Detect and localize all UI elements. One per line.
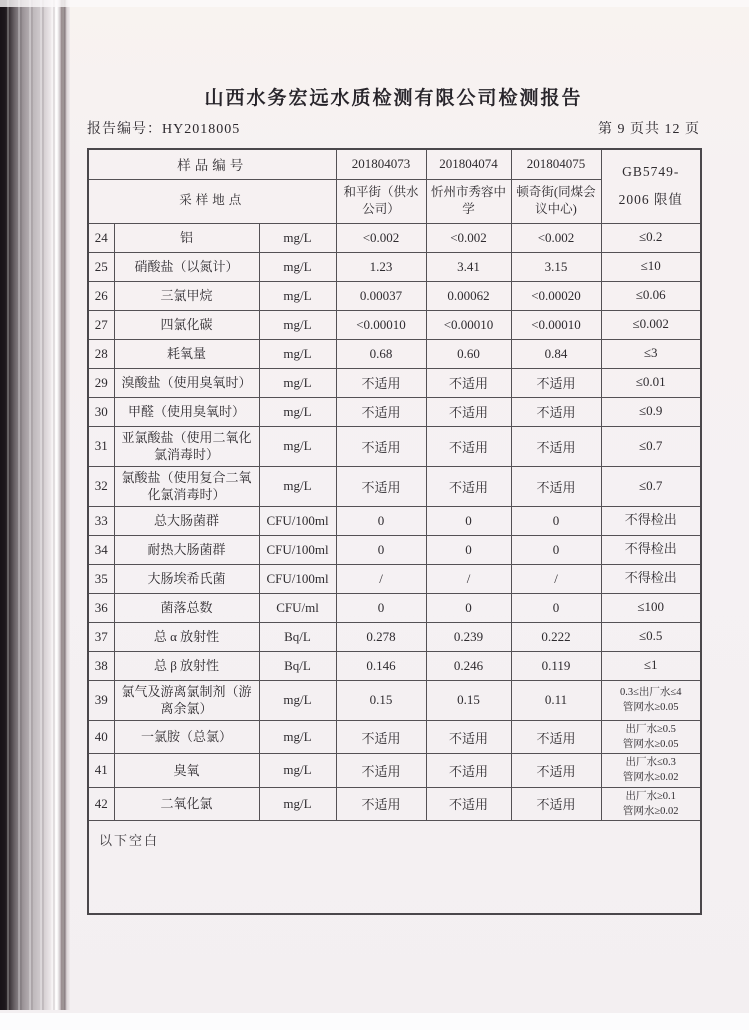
row-number: 30	[88, 397, 114, 426]
sample-id-3: 201804075	[511, 149, 601, 179]
limit-line1: ≤0.002	[632, 316, 669, 332]
value-sample-3: 0.84	[511, 339, 601, 368]
value-sample-3: 0	[511, 506, 601, 535]
table-row	[88, 754, 701, 787]
location-1: 和平街（供水公司）	[336, 179, 426, 223]
unit: mg/L	[259, 426, 336, 466]
value-sample-2: 不适用	[426, 426, 511, 466]
row-number: 25	[88, 252, 114, 281]
limit-line2: 管网水≥0.02	[622, 772, 679, 784]
sample-id-label: 样品编号	[88, 149, 336, 179]
parameter-name: 三氯甲烷	[114, 281, 259, 310]
value-sample-1: 不适用	[336, 397, 426, 426]
sample-id-2: 201804074	[426, 149, 511, 179]
value-sample-2: 0.15	[426, 680, 511, 720]
table-row	[88, 368, 701, 397]
table-row	[88, 339, 701, 368]
unit: mg/L	[259, 720, 336, 753]
limit-line1: ≤0.5	[639, 628, 663, 644]
row-number: 26	[88, 281, 114, 310]
limit-line1: 0.3≤出厂水≤4	[620, 687, 682, 699]
parameter-name: 耐热大肠菌群	[114, 535, 259, 564]
row-number: 33	[88, 506, 114, 535]
value-sample-3: 不适用	[511, 397, 601, 426]
limit-line1: ≤0.2	[639, 229, 663, 245]
scan-top-edge	[0, 0, 749, 7]
value-sample-3: 0	[511, 535, 601, 564]
unit: mg/L	[259, 339, 336, 368]
value-sample-3: /	[511, 564, 601, 593]
parameter-name: 氯气及游离氯制剂（游离余氯）	[114, 680, 259, 720]
value-sample-3: 不适用	[511, 466, 601, 506]
value-sample-1: 不适用	[336, 466, 426, 506]
row-number: 24	[88, 223, 114, 252]
value-sample-2: 0	[426, 506, 511, 535]
location-label: 采样地点	[88, 179, 336, 223]
unit: mg/L	[259, 397, 336, 426]
limit-column-header	[601, 149, 701, 223]
parameter-name: 溴酸盐（使用臭氧时）	[114, 368, 259, 397]
value-sample-3: <0.00020	[511, 281, 601, 310]
unit: mg/L	[259, 680, 336, 720]
value-sample-1: /	[336, 564, 426, 593]
report-number: 报告编号：HY2018005	[87, 122, 241, 137]
parameter-name: 总大肠菌群	[114, 506, 259, 535]
page-title: 山西水务宏远水质检测有限公司检测报告	[204, 88, 583, 109]
value-sample-2: 0.246	[426, 651, 511, 680]
row-number: 27	[88, 310, 114, 339]
value-sample-2: /	[426, 564, 511, 593]
parameter-name: 耗氧量	[114, 339, 259, 368]
limit-value	[601, 787, 701, 820]
limit-header-line1: GB5749-	[622, 163, 680, 179]
limit-value	[601, 680, 701, 720]
unit: mg/L	[259, 787, 336, 820]
row-number: 40	[88, 720, 114, 753]
value-sample-1: 不适用	[336, 368, 426, 397]
row-number: 36	[88, 593, 114, 622]
unit: CFU/100ml	[259, 564, 336, 593]
value-sample-1: 不适用	[336, 787, 426, 820]
value-sample-3: <0.002	[511, 223, 601, 252]
parameter-name: 氯酸盐（使用复合二氧化氯消毒时）	[114, 466, 259, 506]
limit-line1: ≤0.9	[639, 403, 663, 419]
value-sample-1: 0.00037	[336, 281, 426, 310]
results-table	[87, 148, 702, 915]
limit-line1: 出厂水≥0.1	[625, 790, 676, 802]
limit-line1: ≤100	[637, 599, 665, 615]
book-spine-edge	[0, 0, 70, 1010]
row-number: 32	[88, 466, 114, 506]
limit-value	[601, 223, 701, 252]
value-sample-1: 0	[336, 535, 426, 564]
parameter-name: 一氯胺（总氯）	[114, 720, 259, 753]
limit-line1: 出厂水≤0.3	[625, 757, 676, 769]
limit-value	[601, 506, 701, 535]
limit-value	[601, 466, 701, 506]
report-meta	[87, 118, 700, 138]
scan-bottom-edge	[0, 1013, 749, 1030]
value-sample-2: 不适用	[426, 466, 511, 506]
value-sample-2: <0.002	[426, 223, 511, 252]
value-sample-1: 0	[336, 593, 426, 622]
unit: mg/L	[259, 310, 336, 339]
footer-note: 以下空白	[88, 821, 701, 914]
limit-line1: 不得检出	[624, 512, 677, 528]
limit-value	[601, 281, 701, 310]
page-indicator: 第 9 页共 12 页	[598, 122, 700, 137]
unit: mg/L	[259, 252, 336, 281]
value-sample-3: 0.119	[511, 651, 601, 680]
table-row	[88, 593, 701, 622]
value-sample-1: 不适用	[336, 754, 426, 787]
header-row-sample-ids	[88, 149, 701, 179]
table-row	[88, 281, 701, 310]
value-sample-3: <0.00010	[511, 310, 601, 339]
parameter-name: 铝	[114, 223, 259, 252]
unit: mg/L	[259, 754, 336, 787]
limit-line1: ≤10	[640, 258, 661, 274]
value-sample-2: 不适用	[426, 397, 511, 426]
limit-value	[601, 651, 701, 680]
limit-line1: ≤3	[643, 345, 658, 361]
limit-line1: ≤0.7	[639, 477, 663, 493]
table-row	[88, 680, 701, 720]
table-row	[88, 651, 701, 680]
value-sample-1: 1.23	[336, 252, 426, 281]
limit-value	[601, 426, 701, 466]
results-table-body	[88, 223, 701, 914]
limit-value	[601, 368, 701, 397]
unit: CFU/ml	[259, 593, 336, 622]
sample-id-1: 201804073	[336, 149, 426, 179]
value-sample-3: 不适用	[511, 754, 601, 787]
value-sample-3: 3.15	[511, 252, 601, 281]
limit-value	[601, 397, 701, 426]
value-sample-2: 3.41	[426, 252, 511, 281]
value-sample-1: 0	[336, 506, 426, 535]
limit-value	[601, 535, 701, 564]
value-sample-3: 不适用	[511, 368, 601, 397]
limit-line1: ≤0.01	[635, 374, 666, 390]
value-sample-2: 不适用	[426, 754, 511, 787]
value-sample-3: 不适用	[511, 426, 601, 466]
parameter-name: 硝酸盐（以氮计）	[114, 252, 259, 281]
limit-line1: 不得检出	[624, 541, 677, 557]
value-sample-1: 0.15	[336, 680, 426, 720]
value-sample-2: 不适用	[426, 720, 511, 753]
limit-header-line2: 2006 限值	[618, 192, 683, 208]
table-row	[88, 720, 701, 753]
value-sample-2: 0	[426, 535, 511, 564]
table-row	[88, 252, 701, 281]
value-sample-3: 0.11	[511, 680, 601, 720]
limit-line2: 管网水≥0.05	[622, 702, 679, 714]
value-sample-2: 不适用	[426, 787, 511, 820]
row-number: 38	[88, 651, 114, 680]
parameter-name: 二氧化氯	[114, 787, 259, 820]
row-number: 34	[88, 535, 114, 564]
value-sample-3: 0	[511, 593, 601, 622]
row-number: 31	[88, 426, 114, 466]
value-sample-3: 0.222	[511, 622, 601, 651]
unit: CFU/100ml	[259, 506, 336, 535]
table-row	[88, 622, 701, 651]
parameter-name: 菌落总数	[114, 593, 259, 622]
value-sample-1: <0.002	[336, 223, 426, 252]
table-row	[88, 310, 701, 339]
row-number: 29	[88, 368, 114, 397]
parameter-name: 亚氯酸盐（使用二氧化氯消毒时）	[114, 426, 259, 466]
unit: mg/L	[259, 368, 336, 397]
table-row	[88, 397, 701, 426]
parameter-name: 甲醛（使用臭氧时）	[114, 397, 259, 426]
row-number: 42	[88, 787, 114, 820]
limit-line1: ≤0.7	[639, 437, 663, 453]
parameter-name: 四氯化碳	[114, 310, 259, 339]
limit-value	[601, 754, 701, 787]
value-sample-1: 不适用	[336, 426, 426, 466]
value-sample-2: <0.00010	[426, 310, 511, 339]
value-sample-2: 不适用	[426, 368, 511, 397]
limit-value	[601, 720, 701, 753]
table-row	[88, 223, 701, 252]
parameter-name: 大肠埃希氏菌	[114, 564, 259, 593]
row-number: 37	[88, 622, 114, 651]
limit-line1: ≤0.06	[635, 287, 666, 303]
parameter-name: 臭氧	[114, 754, 259, 787]
table-row	[88, 787, 701, 820]
parameter-name: 总 β 放射性	[114, 651, 259, 680]
blank-footer-row	[88, 821, 701, 914]
value-sample-2: 0.60	[426, 339, 511, 368]
row-number: 28	[88, 339, 114, 368]
row-number: 41	[88, 754, 114, 787]
limit-line2: 管网水≥0.02	[622, 805, 679, 817]
limit-value	[601, 593, 701, 622]
table-row	[88, 426, 701, 466]
unit: mg/L	[259, 466, 336, 506]
limit-value	[601, 252, 701, 281]
value-sample-1: <0.00010	[336, 310, 426, 339]
value-sample-3: 不适用	[511, 720, 601, 753]
table-row	[88, 506, 701, 535]
table-row	[88, 535, 701, 564]
table-row	[88, 466, 701, 506]
limit-line2: 管网水≥0.05	[622, 739, 679, 750]
value-sample-3: 不适用	[511, 787, 601, 820]
value-sample-2: 0.00062	[426, 281, 511, 310]
location-3: 顿奇街(同煤会议中心)	[511, 179, 601, 223]
limit-value	[601, 564, 701, 593]
limit-value	[601, 310, 701, 339]
row-number: 35	[88, 564, 114, 593]
limit-line1: 不得检出	[624, 570, 677, 586]
unit: mg/L	[259, 223, 336, 252]
limit-value	[601, 622, 701, 651]
unit: Bq/L	[259, 651, 336, 680]
limit-line1: ≤1	[643, 657, 658, 673]
parameter-name: 总 α 放射性	[114, 622, 259, 651]
value-sample-1: 不适用	[336, 720, 426, 753]
value-sample-2: 0	[426, 593, 511, 622]
unit: Bq/L	[259, 622, 336, 651]
value-sample-1: 0.68	[336, 339, 426, 368]
unit: CFU/100ml	[259, 535, 336, 564]
location-2: 忻州市秀容中学	[426, 179, 511, 223]
row-number: 39	[88, 680, 114, 720]
value-sample-2: 0.239	[426, 622, 511, 651]
value-sample-1: 0.278	[336, 622, 426, 651]
table-row	[88, 564, 701, 593]
unit: mg/L	[259, 281, 336, 310]
value-sample-1: 0.146	[336, 651, 426, 680]
limit-value	[601, 339, 701, 368]
limit-line1: 出厂水≥0.5	[625, 723, 676, 735]
